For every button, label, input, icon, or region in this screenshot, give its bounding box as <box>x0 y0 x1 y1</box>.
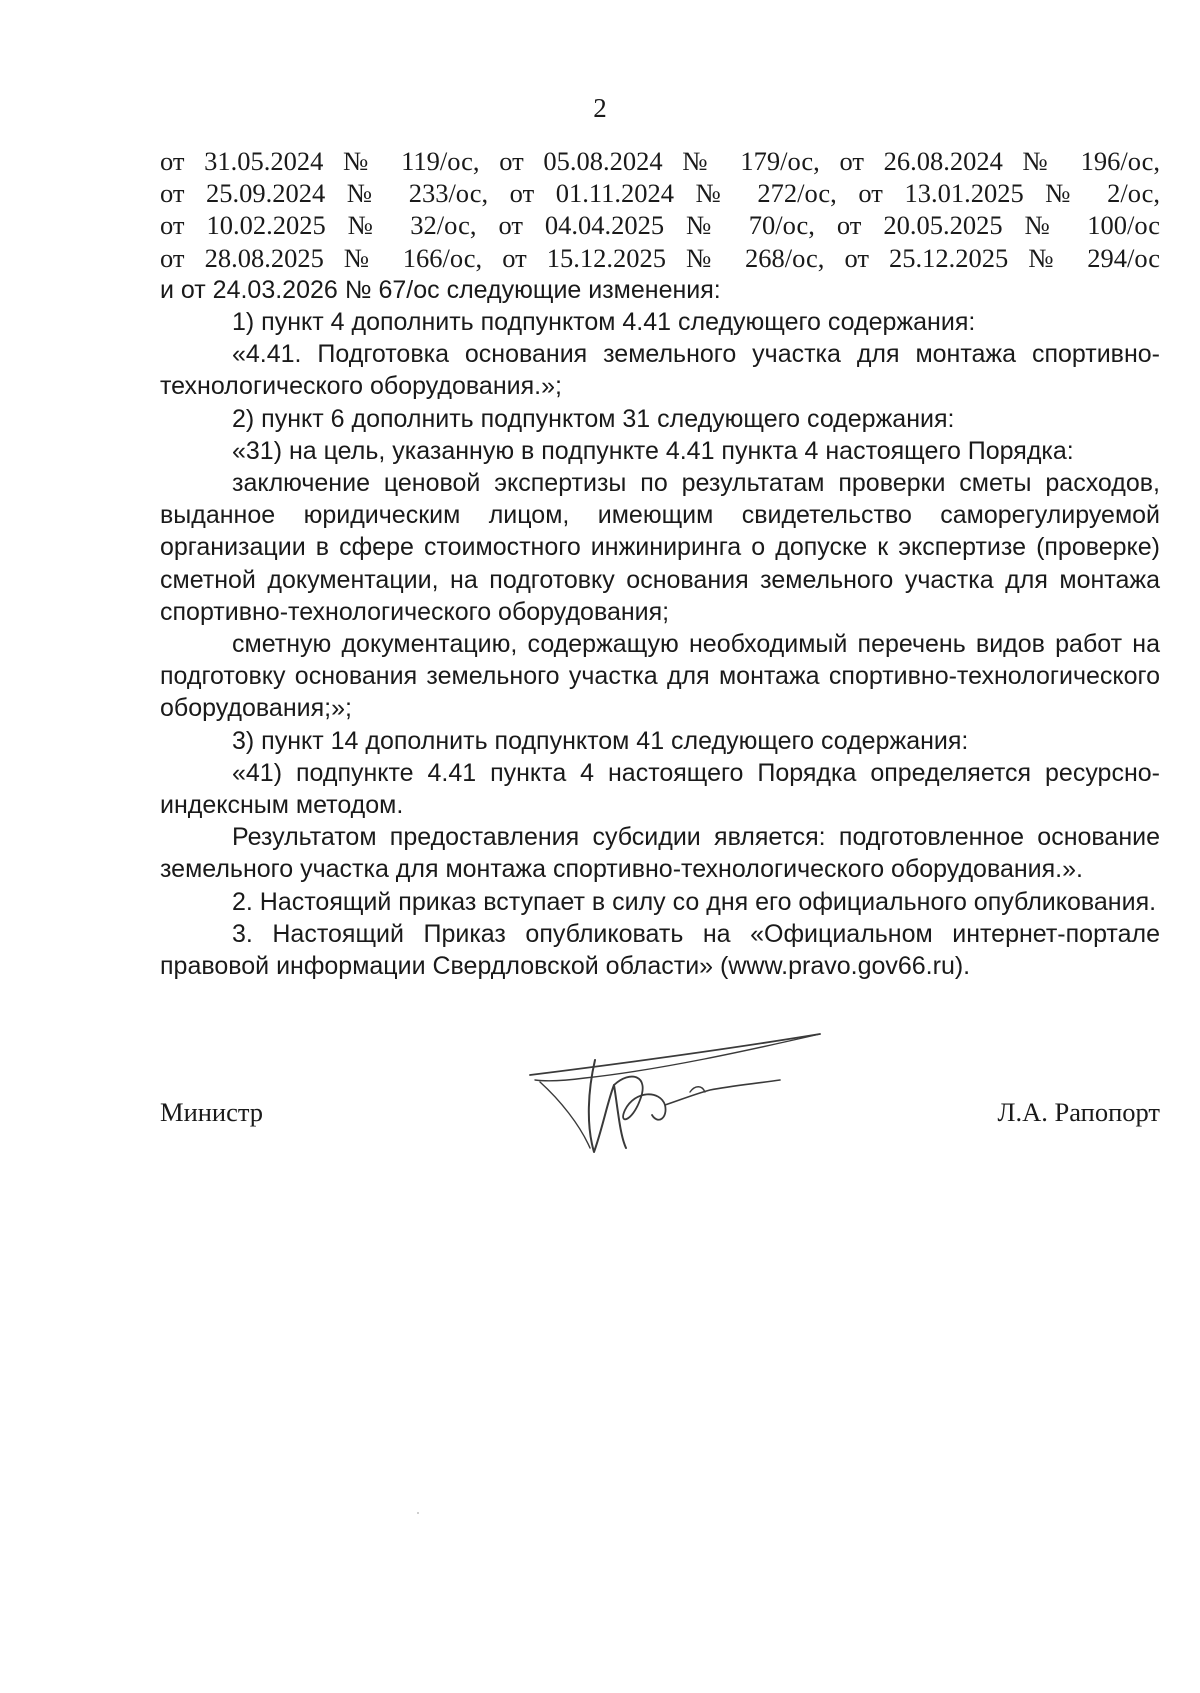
intro-line-2: от 25.09.2024 № 233/ос, от 01.11.2024 № 272/ос, от 13.01.2025 № 2/ос, <box>160 178 1160 209</box>
signature-left-curve <box>540 1082 590 1148</box>
signature-block <box>160 1030 1160 1170</box>
item-3-text: «41) подпункте 4.41 пункта 4 настоящего Порядка определяется ресурсно-индексным методом. <box>160 758 1160 820</box>
intro-line-3: от 10.02.2025 № 32/ос, от 04.04.2025 № 70/ос, от 20.05.2025 № 100/ос <box>160 210 1160 241</box>
item-1-text: «4.41. Подготовка основания земельного участка для монтажа спортивно-технологического оборудования.»; <box>160 340 1160 401</box>
signer-name: Л.А. Рапопорт <box>997 1097 1160 1127</box>
scan-speck <box>417 1512 419 1514</box>
page-number: 2 <box>593 93 607 123</box>
intro-line-1: от 31.05.2024 № 119/ос, от 05.08.2024 № 179/ос, от 26.08.2024 № 196/ос, <box>160 146 1160 176</box>
signature-tick <box>690 1087 705 1092</box>
signature-second-loop <box>614 1077 666 1120</box>
document-body <box>160 145 1160 982</box>
clause-3: 3. Настоящий Приказ опубликовать на «Официальном интернет-портале правовой информации Свердловской области» (www.pravo.gov66.ru). <box>160 919 1160 981</box>
intro-line-4: от 28.08.2025 № 166/ос, от 15.12.2025 № 268/ос, от 25.12.2025 № 294/ос <box>160 242 1160 273</box>
clause-2: 2. Настоящий приказ вступает в силу со дня его официального опубликования. <box>232 887 1157 916</box>
intro-last-line: и от 24.03.2026 № 67/ос следующие изменения: <box>160 275 721 304</box>
item-2-paragraph-1: заключение ценовой экспертизы по результатам проверки сметы расходов, выданное юридическим лицом, имеющим свидетельство саморегулируемой организации в сфере стоимостного инжиниринга о допуске к экспертизе (проверке) сметной документации, на подготовку основания земельного участка для монтажа спортивно-технологического оборудования; <box>160 469 1160 626</box>
item-2-heading: 2) пункт 6 дополнить подпунктом 31 следующего содержания: <box>232 404 955 433</box>
item-2-paragraph-2: сметную документацию, содержащую необходимый перечень видов работ на подготовку основания земельного участка для монтажа спортивно-технологического оборудования;»; <box>160 630 1160 723</box>
signature-tail <box>665 1080 780 1105</box>
signature-long-stroke <box>530 1034 820 1075</box>
item-3-heading: 3) пункт 14 дополнить подпунктом 41 следующего содержания: <box>232 726 969 755</box>
handwritten-signature <box>490 1030 890 1170</box>
item-1-heading: 1) пункт 4 дополнить подпунктом 4.41 следующего содержания: <box>232 308 976 337</box>
item-2-text: «31) на цель, указанную в подпункте 4.41 пункта 4 настоящего Порядка: <box>232 436 1074 465</box>
signer-title: Министр <box>160 1097 264 1127</box>
result-paragraph: Результатом предоставления субсидии является: подготовленное основание земельного участка для монтажа спортивно-технологического оборудования.». <box>160 823 1160 884</box>
